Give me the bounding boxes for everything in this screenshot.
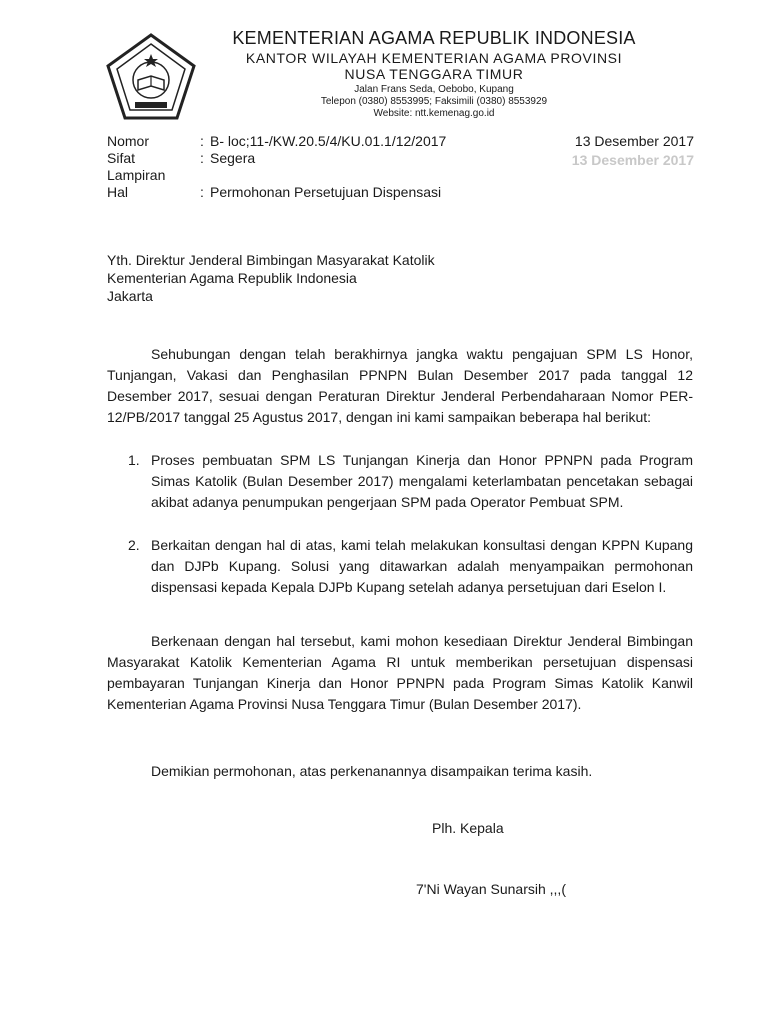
nomor-label: Nomor [107, 133, 150, 149]
letterhead-phone: Telepon (0380) 8553995; Faksimili (0380) 8553929 [320, 96, 548, 107]
letter-date: 13 Desember 2017 [574, 133, 694, 149]
lampiran-label: Lampiran [107, 167, 166, 183]
addressee-line1: Yth. Direktur Jenderal Bimbingan Masyarakat Katolik [107, 252, 435, 268]
request-paragraph: Berkenaan dengan hal tersebut, kami mohon kesediaan Direktur Jenderal Bimbingan Masyarakat Katolik Kementerian Agama RI untuk memberikan persetujuan dispensasi pembayaran Tunjangan Kinerja dan Honor PPNPN pada Program Simas Katolik Kanwil Kementerian Agama Provinsi Nusa Tenggara Timur (Bulan Desember 2017). [107, 633, 693, 712]
letter-date-ghost: 13 Desember 2017 [571, 152, 694, 168]
nomor-value: B- loc;11-/KW.20.5/4/KU.01.1/12/2017 [210, 133, 447, 149]
sifat-value: Segera [210, 150, 256, 166]
letterhead-office-line2: NUSA TENGGARA TIMUR [344, 66, 524, 82]
letterhead-address: Jalan Frans Seda, Oebobo, Kupang [354, 84, 514, 95]
list-item-number: 1. [128, 452, 140, 468]
sifat-label: Sifat [107, 150, 136, 166]
hal-label: Hal [107, 184, 129, 200]
intro-paragraph: Sehubungan dengan telah berakhirnya jangka waktu pengajuan SPM LS Honor, Tunjangan, Vakasi dan Penghasilan PPNPN Bulan Desember 2017 pada tanggal 12 Desember 2017, sesuai dengan Peraturan Direktur Jenderal Perbendaharaan Nomor PER-12/PB/2017 tanggal 25 Agustus 2017, dengan ini kami sampaikan beberapa hal berikut: [107, 346, 693, 425]
hal-value: Permohonan Persetujuan Dispensasi [210, 184, 442, 200]
sifat-colon: : [200, 150, 204, 166]
list-item: Berkaitan dengan hal di atas, kami telah melakukan konsultasi dengan KPPN Kupang dan DJPb Kupang. Solusi yang ditawarkan adalah menyampaikan permohonan dispensasi kepada Kepala DJPb Kupang setelah adanya persetujuan dari Eselon I. [151, 537, 693, 595]
list-item: Proses pembuatan SPM LS Tunjangan Kinerja dan Honor PPNPN pada Program Simas Katolik (Bulan Desember 2017) mengalami keterlambatan pencetakan sebagai akibat adanya penumpukan pengerjaan SPM pada Operator Pembuat SPM. [151, 452, 693, 510]
letterhead-ministry: KEMENTERIAN AGAMA REPUBLIK INDONESIA [232, 28, 636, 48]
closing-paragraph: Demikian permohonan, atas perkenanannya disampaikan terima kasih. [151, 763, 593, 779]
list-item-number: 2. [128, 537, 140, 553]
addressee-line3: Jakarta [107, 288, 153, 304]
letterhead-website: Website: ntt.kemenag.go.id [373, 108, 495, 119]
ministry-logo [104, 32, 198, 122]
signatory-name: 7'Ni Wayan Sunarsih ,,,( [416, 881, 566, 897]
letterhead-office-line1: KANTOR WILAYAH KEMENTERIAN AGAMA PROVINSI [245, 50, 623, 66]
signature-title: Plh. Kepala [432, 820, 504, 836]
hal-colon: : [200, 184, 204, 200]
addressee-line2: Kementerian Agama Republik Indonesia [107, 270, 357, 286]
nomor-colon: : [200, 133, 204, 149]
